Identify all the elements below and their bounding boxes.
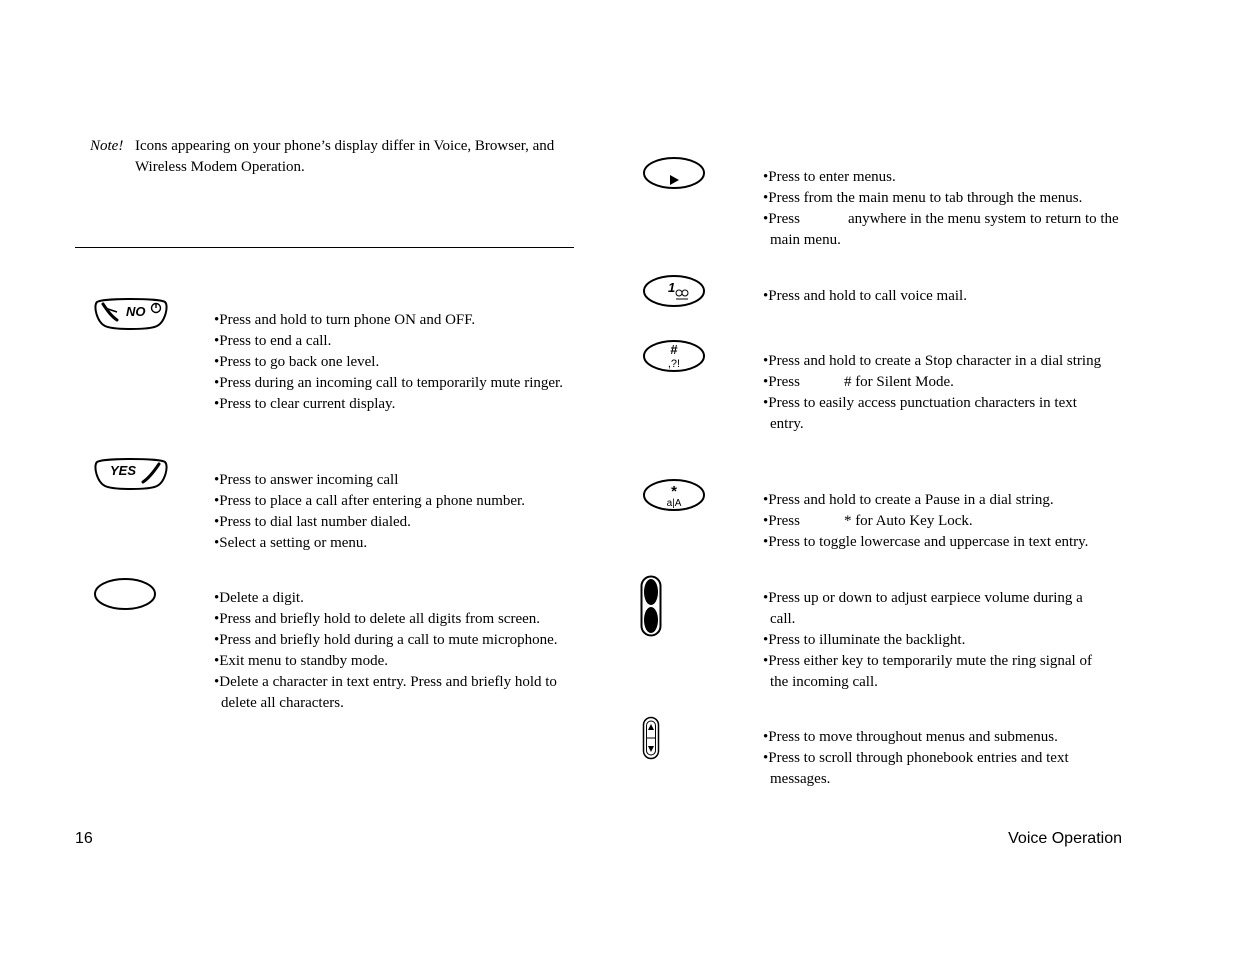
star-press-word: Press [768, 513, 800, 529]
star-key-bullets [763, 490, 1123, 553]
star-autolock-text: * for Auto Key Lock. [843, 513, 973, 529]
one-key-bullets [763, 286, 1123, 307]
list-item: • Press to illuminate the backlight. [763, 630, 1108, 651]
menu-key-play-icon [642, 156, 706, 190]
list-item: • Press to end a call. [214, 331, 574, 352]
list-item: • Press to answer incoming call [214, 470, 574, 491]
list-item: • Press to clear current display. [214, 394, 574, 415]
list-item: • Press to move throughout menus and submenus. [763, 727, 1108, 748]
star-key-icon [642, 478, 706, 512]
scroll-key-bullets [763, 727, 1108, 790]
list-item: • Press and hold to create a Pause in a dial string. [763, 490, 1123, 511]
one-key-label: 1 [668, 280, 676, 295]
list-item: • Press and briefly hold during a call to mute microphone. [214, 630, 574, 651]
pound-key-label: # [670, 342, 678, 357]
list-item: • Press from the main menu to tab through the menus. [763, 188, 1123, 209]
list-item: • Press to go back one level. [214, 352, 574, 373]
section-title: Voice Operation [1008, 830, 1122, 847]
volume-keys-icon [640, 575, 662, 637]
scroll-key-icon [642, 716, 660, 760]
send-key-bullets [214, 470, 574, 554]
list-item: • Delete a character in text entry. Press and briefly hold to delete all characters. [214, 672, 574, 714]
list-item: • Press to toggle lowercase and uppercase in text entry. [763, 532, 1123, 553]
list-item: • Press to place a call after entering a phone number. [214, 491, 574, 512]
end-key-label: NO [126, 304, 146, 319]
pound-key-sublabel: ,?! [667, 358, 681, 370]
list-item: • Press and briefly hold to delete all digits from screen. [214, 609, 574, 630]
list-item: • Press either key to temporarily mute the ring signal of the incoming call. [763, 651, 1108, 693]
list-item [763, 511, 1123, 532]
menu-key-bullets [763, 167, 1123, 251]
pound-key-bullets [763, 351, 1108, 435]
note-label: Note! [90, 138, 124, 154]
list-item: • Exit menu to standby mode. [214, 651, 574, 672]
list-item: • Press to enter menus. [763, 167, 1123, 188]
one-key-voicemail-icon [642, 274, 706, 308]
volume-key-bullets [763, 588, 1108, 693]
pound-press-word: Press [768, 374, 800, 390]
list-item: • Press and hold to call voice mail. [763, 286, 1123, 307]
list-item: • Press and hold to create a Stop character in a dial string [763, 351, 1108, 372]
list-item: • Delete a digit. [214, 588, 574, 609]
page-number: 16 [75, 830, 93, 847]
list-item: • Press to easily access punctuation characters in text entry. [763, 393, 1108, 435]
list-item: • Press during an incoming call to temporarily mute ringer. [214, 373, 574, 394]
list-item [763, 209, 1123, 251]
send-key-yes-icon [93, 456, 169, 490]
star-key-sublabel: a|A [666, 498, 682, 509]
list-item: • Press and hold to turn phone ON and OFF. [214, 310, 574, 331]
list-item: • Press up or down to adjust earpiece volume during a call. [763, 588, 1108, 630]
list-item: • Press to scroll through phonebook entries and text messages. [763, 748, 1108, 790]
star-key-label: * [671, 483, 677, 500]
list-item: • Press to dial last number dialed. [214, 512, 574, 533]
pound-key-icon [642, 339, 706, 373]
list-item: • Select a setting or menu. [214, 533, 574, 554]
clear-key-icon [93, 577, 157, 611]
send-key-label: YES [110, 463, 137, 478]
clear-key-bullets [214, 588, 574, 714]
menu-return-text: anywhere in the menu system to return to the main menu. [770, 211, 1119, 248]
pound-silent-text: # for Silent Mode. [843, 374, 954, 390]
section-divider [75, 247, 574, 248]
menu-press-word: Press [768, 211, 800, 227]
end-key-no-power-icon [93, 296, 169, 330]
end-key-bullets [214, 310, 574, 415]
list-item [763, 372, 1108, 393]
note-text: Icons appearing on your phone’s display differ in Voice, Browser, and Wireless Modem Operation. [135, 138, 555, 175]
